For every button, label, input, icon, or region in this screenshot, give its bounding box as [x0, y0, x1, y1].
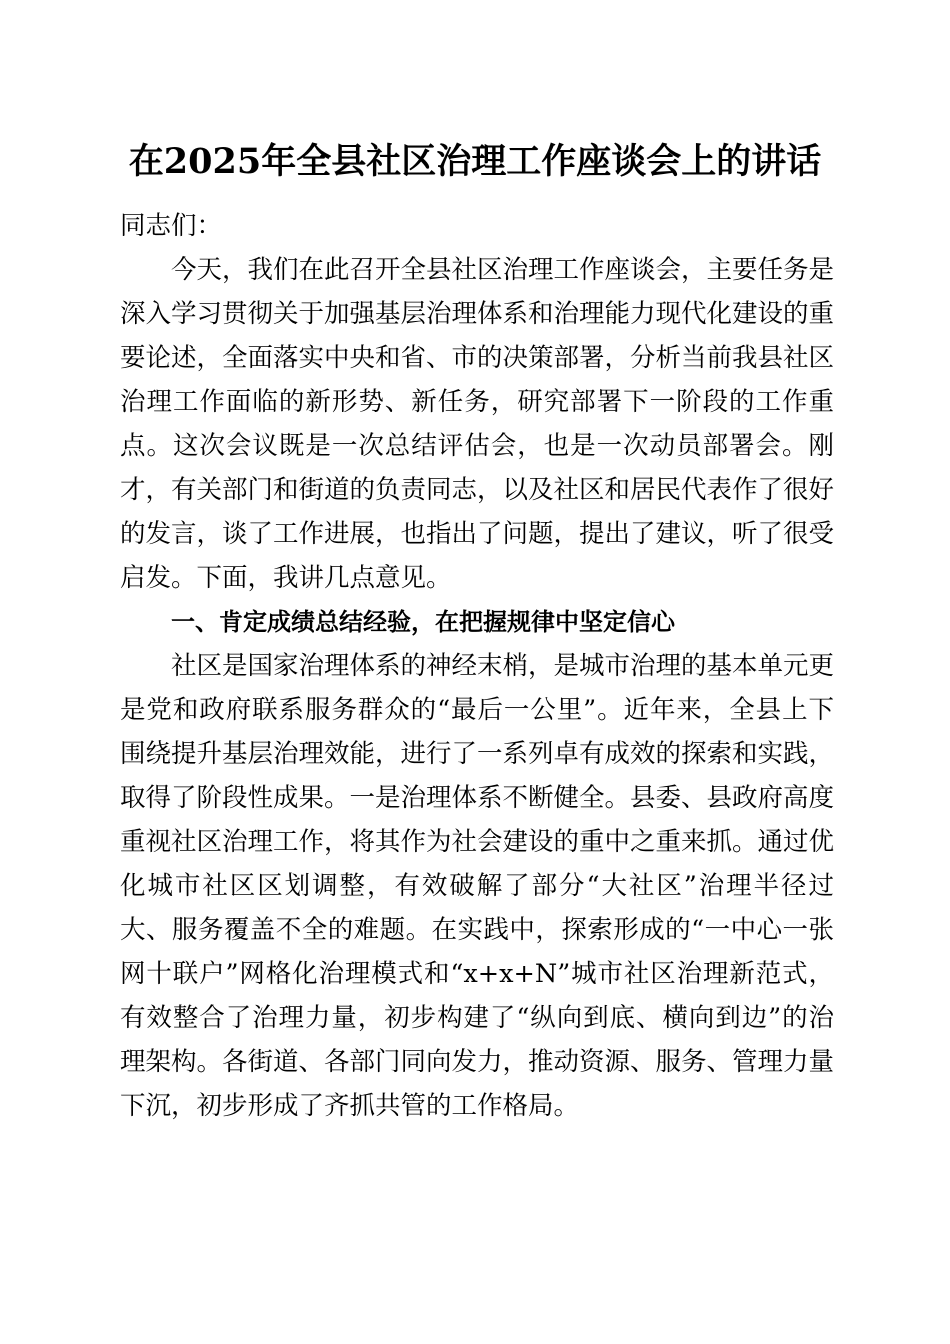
document-body: [120, 204, 834, 1128]
document-title: 在2025年全县社区治理工作座谈会上的讲话: [128, 141, 822, 182]
salutation: 同志们：: [120, 211, 223, 241]
section-heading-1: 一、肯定成绩总结经验，在把握规律中坚定信心: [171, 608, 675, 636]
paragraph-section-1: 社区是国家治理体系的神经末梢，是城市治理的基本单元更是党和政府联系服务群众的“最后一公里”。近年来，全县上下围绕提升基层治理效能，进行了一系列卓有成效的探索和实践，取得了阶段性成果。一是治理体系不断健全。县委、县政府高度重视社区治理工作，将其作为社会建设的重中之重来抓。通过优化城市社区区划调整，有效破解了部分“大社区”治理半径过大、服务覆盖不全的难题。在实践中，探索形成的“一中心一张网十联户”网格化治理模式和“x+x+N”城市社区治理新范式，有效整合了治理力量，初步构建了“纵向到底、横向到边”的治理架构。各街道、各部门同向发力，推动资源、服务、管理力量下沉，初步形成了齐抓共管的工作格局。: [120, 651, 835, 1121]
paragraph-opening: 今天，我们在此召开全县社区治理工作座谈会，主要任务是深入学习贯彻关于加强基层治理体系和治理能力现代化建设的重要论述，全面落实中央和省、市的决策部署，分析当前我县社区治理工作面临的新形势、新任务，研究部署下一阶段的工作重点。这次会议既是一次总结评估会，也是一次动员部署会。刚才，有关部门和街道的负责同志，以及社区和居民代表作了很好的发言，谈了工作进展，也指出了问题，提出了建议，听了很受启发。下面，我讲几点意见。: [120, 255, 835, 593]
